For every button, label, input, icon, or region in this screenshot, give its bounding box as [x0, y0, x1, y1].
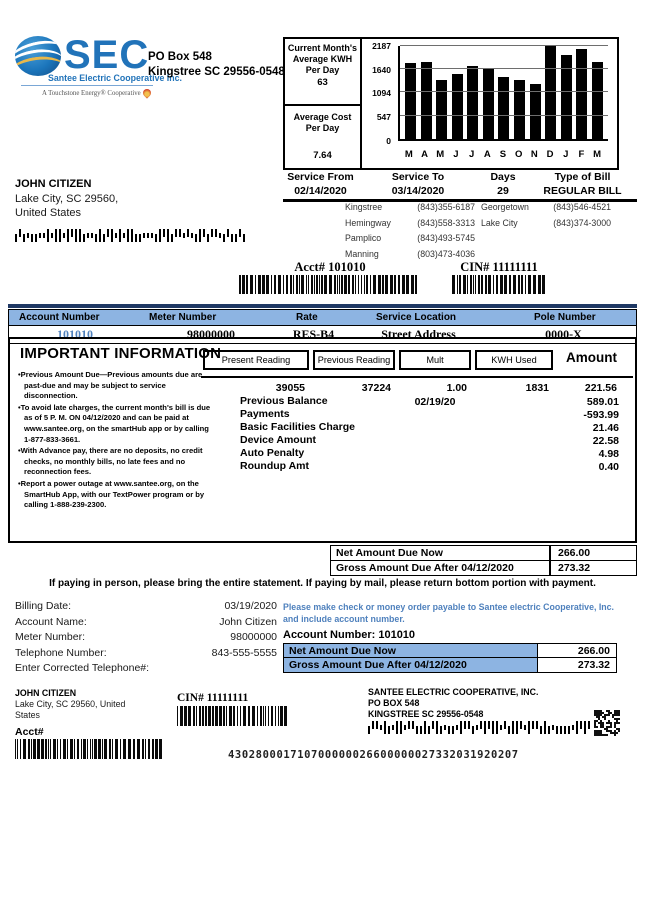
previous-reading-header: Previous Reading [313, 350, 395, 370]
office-phone-number: (843)546-4521 [553, 202, 611, 212]
chart-bar [483, 68, 494, 139]
remittance-label: Enter Corrected Telephone#: [15, 662, 150, 675]
charge-label: Previous Balance [240, 395, 328, 407]
remit-gross-due-label: Gross Amount Due After 04/12/2020 [283, 657, 539, 673]
gross-due-value: 273.32 [549, 560, 637, 576]
reading-values-row [203, 382, 631, 394]
footer-address-lines [15, 699, 125, 721]
present-reading-header: Present Reading [203, 350, 309, 370]
remittance-fields [15, 600, 277, 678]
gross-due-row [330, 560, 637, 576]
avg-cost-label: Average Cost Per Day [293, 112, 352, 133]
remit-net-due-label: Net Amount Due Now [283, 643, 539, 659]
kwh-used-value: 1831 [525, 382, 549, 394]
account-table-header: Account Number [19, 312, 100, 323]
mailing-address [15, 177, 118, 221]
acct-barcode [239, 275, 420, 294]
footer-company-line: SANTEE ELECTRIC COOPERATIVE, INC. [368, 687, 539, 697]
chart-bar [498, 77, 509, 139]
net-due-value: 266.00 [549, 545, 637, 561]
footer-address-line: Lake City, SC 29560, United [15, 699, 126, 709]
customer-address-line: United States [15, 207, 82, 219]
footer-company-line: KINGSTREE SC 29556-0548 [368, 709, 484, 719]
chart-bar [467, 66, 478, 139]
chart-bar [545, 46, 556, 139]
payment-instructions: If paying in person, please bring the entire statement. If paying by mail, please return bottom portion with payment. [49, 578, 596, 589]
footer-postal-barcode [368, 721, 594, 734]
amount-due-table [330, 545, 637, 576]
office-town: Pamplico [345, 233, 382, 243]
logo-divider [21, 85, 153, 86]
charge-label: Device Amount [240, 433, 317, 446]
logo-tagline: A Touchstone Energy® Cooperative [15, 89, 275, 97]
important-info-bullet: • Previous Amount Due—Previous amounts due are past-due and may be subject to service disconnection. [18, 370, 212, 402]
touchstone-flame-icon [141, 87, 152, 98]
chart-yticks [362, 41, 394, 146]
gross-due-label: Gross Amount Due After 04/12/2020 [330, 560, 551, 576]
ocr-scan-line: 430280001710700000026600000027332031920207 [228, 749, 519, 761]
remittance-value: 98000000 [230, 631, 277, 644]
avg-cost-box [285, 106, 360, 168]
charge-amount: 4.98 [598, 447, 619, 460]
usage-table-rule [201, 376, 633, 378]
amount-header: Amount [566, 350, 617, 365]
chart-gridline [400, 91, 608, 92]
charge-label: Basic Facilities Charge [240, 420, 355, 433]
account-table-header: Pole Number [534, 312, 596, 323]
usage-table-headers [203, 350, 631, 370]
navy-divider [8, 304, 637, 308]
office-town [481, 233, 545, 243]
account-table-value: 0000-X [545, 327, 582, 341]
remittance-label: Telephone Number: [15, 646, 107, 659]
chart-xlabel: N [530, 149, 538, 160]
office-town: Kingstree [345, 202, 383, 212]
chart-ytick: 0 [386, 136, 391, 146]
avg-kwh-value: 63 [317, 77, 328, 88]
account-table-value: RES-B4 [292, 327, 335, 341]
chart-xlabel: M [404, 149, 413, 160]
chart-bar [421, 62, 432, 139]
cin-barcode [452, 275, 548, 294]
account-table-header: Service Location [376, 312, 457, 323]
account-table-value: 101010 [57, 327, 93, 341]
previous-reading-value: 37224 [361, 382, 391, 394]
remit-gross-due-value: 273.32 [537, 657, 617, 673]
avg-kwh-box [285, 39, 360, 106]
usage-chart-box [283, 37, 619, 170]
chart-bars [400, 46, 608, 139]
chart-xlabel: M [436, 149, 445, 160]
remittance-row [15, 647, 277, 663]
net-due-label: Net Amount Due Now [330, 545, 551, 561]
chart-xlabel: F [578, 149, 585, 160]
chart-plot [398, 46, 608, 141]
important-info-bullet: • Report a power outage at www.santee.org, on the SmartHub App, with our TextPower program or by calling 1-888-239-2300. [18, 479, 212, 511]
chart-gridline [400, 68, 608, 69]
remittance-row [15, 616, 277, 632]
chart-gridline [400, 45, 608, 46]
remittance-label: Billing Date: [15, 600, 72, 612]
chart-xlabel: A [483, 149, 491, 160]
charge-label: Payments [240, 407, 290, 420]
chart-bar [592, 62, 603, 139]
service-days: Days 29 [490, 171, 516, 197]
energy-charge-amount: 221.56 [584, 382, 617, 394]
charge-label: Roundup Amt [240, 459, 310, 472]
office-town: Manning [345, 248, 379, 259]
postal-barcode [15, 229, 247, 242]
account-table-value: 98000000 [187, 327, 235, 341]
remittance-row [15, 600, 277, 616]
charge-amounts [529, 396, 619, 473]
customer-address-line: Lake City, SC 29560, [15, 192, 119, 205]
important-info-bullet: • With Advance pay, there are no deposits, no credit checks, no monthly bills, no late fees and no reconnection fees. [18, 446, 212, 478]
remit-gross-due-row [283, 657, 617, 673]
chart-xlabels [398, 149, 608, 160]
chart-ytick: 1094 [372, 88, 391, 99]
mult-header: Mult [399, 350, 471, 370]
kwh-used-header: KWH Used [475, 350, 553, 370]
bill-type: Type of Bill REGULAR BILL [543, 171, 622, 197]
logo-subtext: Santee Electric Cooperative Inc. [48, 73, 182, 83]
chart-xlabel: A [421, 149, 428, 160]
charge-amount: 21.46 [592, 421, 619, 434]
office-town: Georgetown [481, 202, 529, 212]
important-info-bullet: • To avoid late charges, the current month's bill is due as of 5 P. M. ON 04/12/2020 and can be paid at www.santee.org, on the smartHub app or by calling 1-877-833-3661. [18, 403, 212, 445]
office-phone-number: (843)493-5745 [417, 233, 475, 243]
office-phone-number: (843)355-6187 [417, 202, 475, 212]
important-info-title: IMPORTANT INFORMATION [20, 345, 222, 362]
chart-ytick: 2187 [372, 41, 391, 51]
office-phone-number: (843)558-3313 [417, 217, 475, 228]
chart-bar [436, 80, 447, 139]
charge-labels [240, 395, 356, 472]
chart-gridline [400, 115, 608, 116]
remit-amount-due-table [283, 643, 617, 673]
account-table-value: Street Address [381, 327, 456, 341]
acct-stub-label: Acct# 101010 [294, 260, 366, 274]
office-town [481, 249, 545, 259]
office-phone-number [551, 233, 611, 243]
remittance-value: 03/19/2020 [224, 600, 277, 612]
chart-bar [576, 49, 587, 139]
service-from: Service From 02/14/2020 [287, 171, 354, 197]
office-phone-number [551, 249, 611, 259]
account-table-headers [8, 309, 637, 326]
sec-globe-icon [15, 36, 61, 76]
chart-xlabel: M [593, 149, 602, 160]
kwh-history-chart [362, 39, 617, 168]
chart-xlabel: O [514, 149, 523, 160]
company-po-address: PO Box 548 Kingstree SC 29556-0548 [148, 51, 285, 78]
office-phone-number: (843)374-3000 [553, 217, 611, 228]
office-town: Hemingway [345, 217, 391, 228]
qr-code [594, 710, 620, 736]
remittance-value: John Citizen [219, 615, 277, 628]
logo-text: SEC [64, 33, 150, 77]
remit-net-due-value: 266.00 [537, 643, 617, 659]
footer-address-line: States [15, 710, 40, 720]
footer-customer-name: JOHN CITIZEN [15, 688, 77, 698]
charge-label: Auto Penalty [240, 446, 305, 459]
important-info-list [18, 370, 212, 512]
service-to: Service To 03/14/2020 [391, 171, 445, 197]
account-table-header: Meter Number [149, 312, 217, 323]
chart-bar [405, 63, 416, 139]
office-phone-number: (803)473-4036 [417, 248, 475, 259]
present-reading-value: 39055 [275, 382, 305, 394]
remittance-row [15, 631, 277, 647]
avg-kwh-label: Current Month's Average KWH Per Day [287, 43, 358, 75]
office-town: Lake City [481, 217, 518, 228]
account-table-header: Rate [296, 312, 318, 323]
remittance-label: Account Name: [15, 615, 87, 628]
customer-name: JOHN CITIZEN [15, 178, 92, 190]
chart-xlabel: J [453, 149, 459, 160]
bill-detail-box [8, 337, 637, 543]
footer-cin-label: CIN# 11111111 [177, 692, 249, 704]
check-payable-note: Please make check or money order payable to Santee electric Cooperative, Inc. and include account number. [283, 602, 615, 624]
cin-stub-label: CIN# 11111111 [460, 260, 538, 274]
charge-amount: 0.40 [598, 460, 619, 473]
remittance-row [15, 662, 277, 678]
chart-bar [514, 80, 525, 139]
office-phones [345, 202, 611, 259]
avg-cost-value: 7.64 [313, 150, 332, 161]
remittance-label: Meter Number: [15, 631, 86, 644]
chart-bar [452, 74, 463, 139]
chart-xlabel: J [468, 149, 475, 160]
footer-company-address [368, 687, 538, 720]
remit-account-number: Account Number: 101010 [283, 629, 416, 641]
footer-acct-label: Acct# [15, 726, 44, 738]
chart-ytick: 1640 [372, 64, 391, 75]
footer-company-line: PO BOX 548 [368, 698, 420, 708]
footer-customer-address [15, 688, 125, 721]
service-period-row [283, 171, 637, 202]
chart-xlabel: D [546, 149, 554, 160]
footer-cin-barcode [177, 706, 290, 726]
footer-acct-barcode [15, 739, 163, 759]
remittance-value: 843-555-5555 [211, 646, 277, 659]
chart-ytick: 547 [376, 112, 391, 123]
charge-amount: -593.99 [583, 408, 619, 421]
chart-xlabel: J [563, 149, 569, 160]
charge-amount: 22.58 [592, 434, 619, 447]
mult-value: 1.00 [446, 382, 467, 394]
charge-amount: 589.01 [586, 396, 619, 408]
chart-xlabel: S [499, 149, 507, 160]
previous-balance-date: 02/19/20 [414, 396, 456, 408]
